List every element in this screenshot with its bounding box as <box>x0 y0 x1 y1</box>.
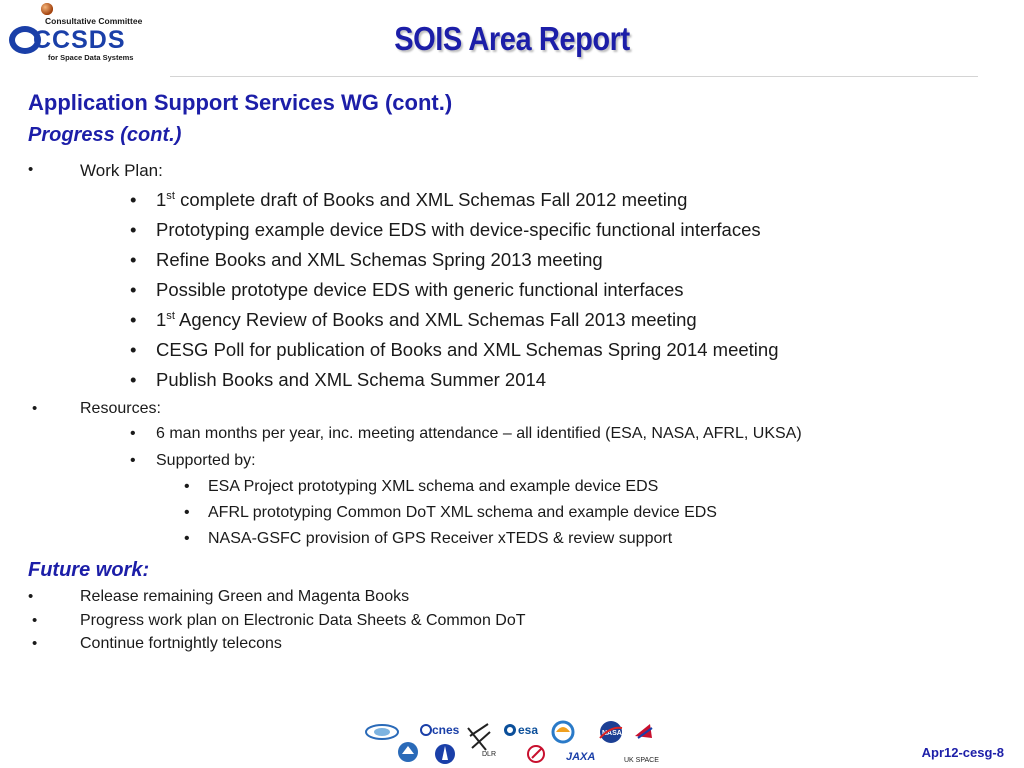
svg-text:NASA: NASA <box>602 730 622 737</box>
list-item-text: Release remaining Green and Magenta Books <box>80 588 410 605</box>
esa-logo-icon <box>504 723 538 737</box>
agency-swirl-logo-icon <box>553 722 573 742</box>
list-item-text: Continue fortnightly telecons <box>80 635 282 652</box>
list-item-text: Progress work plan on Electronic Data Sheets & Common DoT <box>80 612 526 629</box>
ordinal-suffix: st <box>166 309 175 322</box>
logo-mark: CCSDS <box>33 26 126 54</box>
list-item-text: Agency Review of Books and XML Schemas Fall 2013 meeting <box>174 309 697 330</box>
ordinal-number: 1 <box>156 309 167 330</box>
bullet-icon: • <box>130 309 137 330</box>
nasa-logo-icon <box>600 721 622 743</box>
future-work-heading: Future work: <box>28 559 150 581</box>
bullet-icon: • <box>130 425 136 442</box>
list-item-text: Refine Books and XML Schemas Spring 2013 meeting <box>156 249 603 270</box>
list-item-text: 6 man months per year, inc. meeting attendance – all identified (ESA, NASA, AFRL, UKSA) <box>156 425 802 442</box>
list-item-label: Work Plan: <box>80 161 163 180</box>
progress-heading: Progress (cont.) <box>28 124 182 146</box>
cnes-logo-icon <box>421 723 460 737</box>
bullet-icon: • <box>130 339 137 360</box>
list-item-text: NASA-GSFC provision of GPS Receiver xTEDS & review support <box>208 530 673 547</box>
slide-id: Apr12-cesg-8 <box>921 745 1004 760</box>
svg-text:cnes: cnes <box>432 723 460 737</box>
bullet-icon: • <box>130 452 136 469</box>
dlr-logo-icon <box>468 724 496 758</box>
jaxa-logo-icon <box>566 751 595 763</box>
bullet-icon: • <box>32 612 38 629</box>
page-title: SOIS Area Report <box>394 20 630 57</box>
list-item-text: Supported by: <box>156 452 256 469</box>
roscosmos-logo-icon <box>435 744 455 764</box>
list-item-text: CESG Poll for publication of Books and XML Schemas Spring 2014 meeting <box>156 339 779 360</box>
list-item-text: AFRL prototyping Common DoT XML schema and example device EDS <box>208 504 717 521</box>
bullet-icon: • <box>130 279 137 300</box>
title-divider <box>170 76 978 77</box>
asi-logo-icon <box>366 725 398 739</box>
bullet-icon: • <box>184 530 190 547</box>
svg-text:esa: esa <box>518 723 539 737</box>
bullet-icon: • <box>130 249 137 270</box>
list-item-text: Prototyping example device EDS with device-specific functional interfaces <box>156 219 761 240</box>
bullet-icon: • <box>130 189 137 210</box>
list-item-text: ESA Project prototyping XML schema and example device EDS <box>208 478 659 495</box>
list-item-label: Resources: <box>80 400 161 417</box>
logo-line1: Consultative Committee <box>45 16 143 26</box>
list-item-text: Possible prototype device EDS with generic functional interfaces <box>156 279 684 300</box>
bullet-icon: • <box>32 400 38 417</box>
agency-logos <box>360 718 660 768</box>
bullet-icon: • <box>130 219 137 240</box>
bullet-icon: • <box>32 635 38 652</box>
list-item-text: complete draft of Books and XML Schemas Fall 2012 meeting <box>174 189 688 210</box>
bullet-icon: • <box>184 478 190 495</box>
ordinal-number: 1 <box>156 189 167 210</box>
bullet-icon: • <box>184 504 190 521</box>
ordinal-suffix: st <box>166 189 175 202</box>
csa-logo-icon <box>398 742 418 762</box>
svg-text:JAXA: JAXA <box>566 751 596 763</box>
bullet-icon: • <box>130 369 137 390</box>
svg-text:DLR: DLR <box>482 751 497 758</box>
uk-space-logo-icon <box>624 724 659 764</box>
svg-text:UK SPACE: UK SPACE <box>624 757 659 764</box>
cnsa-logo-icon <box>528 746 544 762</box>
logo-line2: for Space Data Systems <box>48 53 134 62</box>
section-title: Application Support Services WG (cont.) <box>28 90 453 115</box>
bullet-icon: • <box>28 588 34 605</box>
bullet-icon: • <box>28 161 34 178</box>
list-item-text: Publish Books and XML Schema Summer 2014 <box>156 369 547 390</box>
